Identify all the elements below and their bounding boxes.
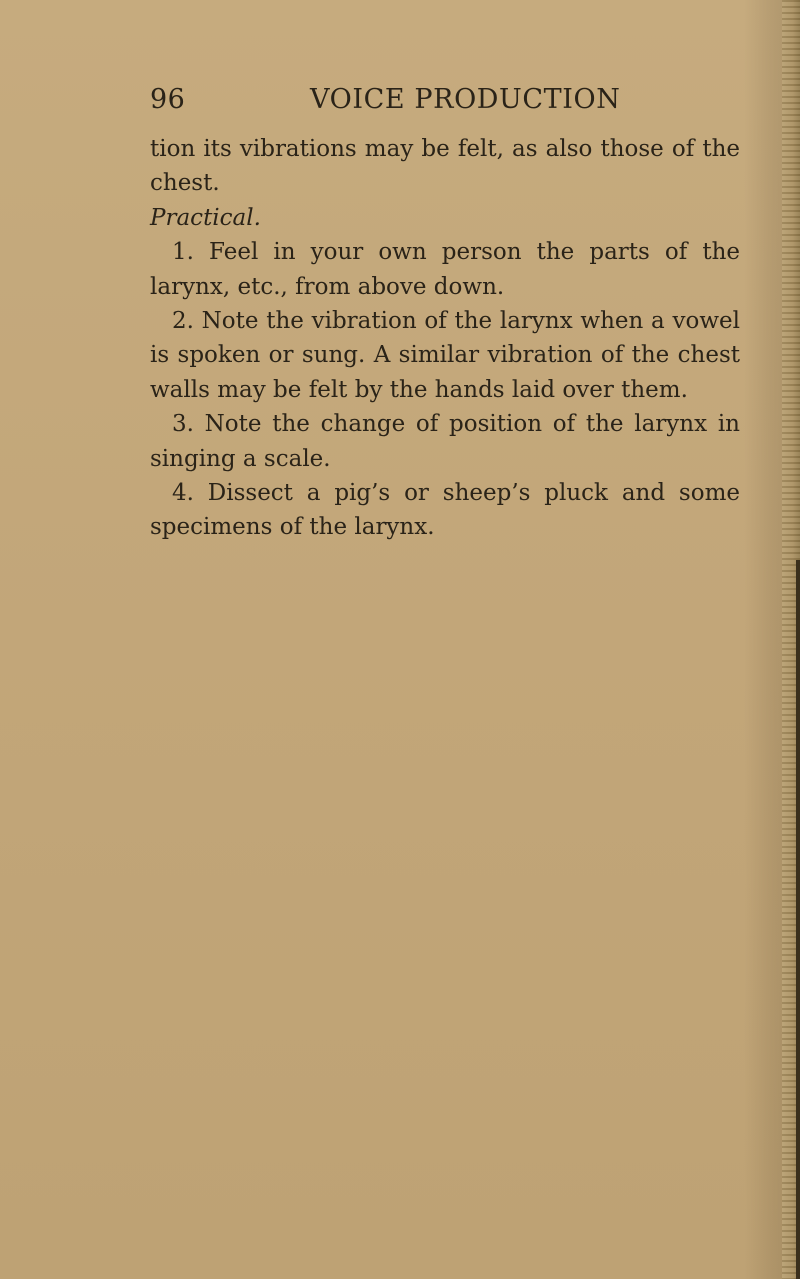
page-edge-shadow bbox=[796, 560, 800, 1279]
continuation-paragraph: tion its vibrations may be felt, as also those of the chest. bbox=[150, 136, 740, 197]
page-number: 96 bbox=[150, 84, 186, 115]
list-item: 1. Feel in your own person the parts of the larynx, etc., from above down. bbox=[150, 239, 740, 300]
running-title: VOICE PRODUCTION bbox=[310, 84, 621, 115]
body-text bbox=[150, 132, 740, 545]
list-item: 4. Dissect a pig’s or sheep’s pluck and some specimens of the larynx. bbox=[150, 480, 740, 541]
page-header bbox=[150, 84, 740, 124]
list-item: 3. Note the change of position of the larynx in singing a scale. bbox=[150, 411, 740, 472]
list-item: 2. Note the vibration of the larynx when a vowel is spoken or sung. A similar vibration of the chest walls may be felt by the hands laid over them. bbox=[150, 308, 740, 403]
section-heading: Practical. bbox=[150, 204, 261, 231]
